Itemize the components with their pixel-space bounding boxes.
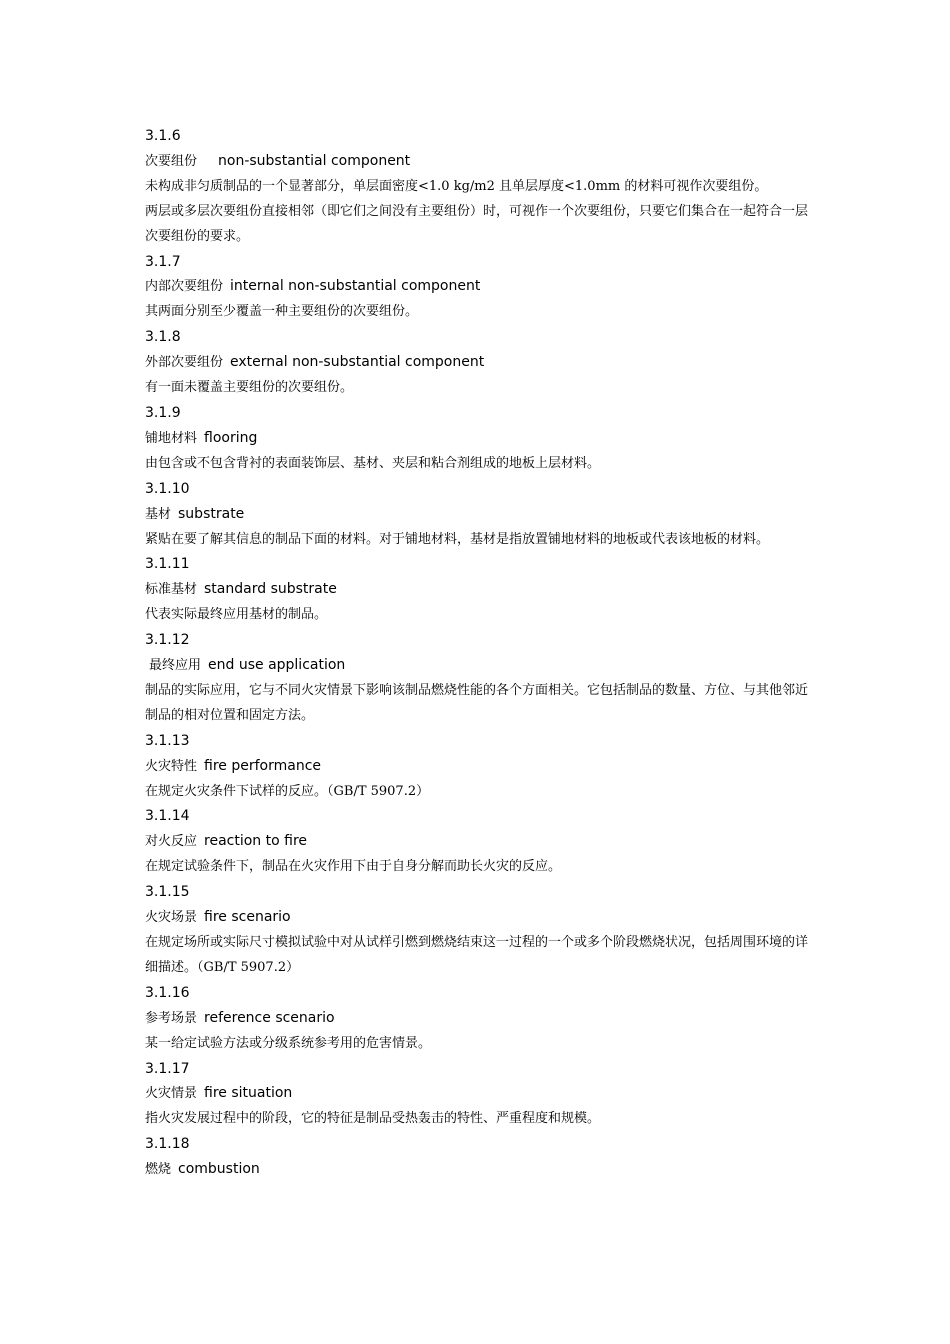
definition-text: 在规定场所或实际尺寸模拟试验中对从试样引燃到燃烧结束这一过程的一个或多个阶段燃烧状况，包括周围环境的详细描述。（GB/T 5907.2） — [145, 935, 809, 975]
term-heading — [145, 754, 810, 780]
section-number: 3.1.14 — [145, 808, 190, 825]
term-heading — [145, 426, 810, 452]
term-cn: 内部次要组份 — [145, 279, 224, 295]
definition-text: 紧贴在要了解其信息的制品下面的材料。对于铺地材料，基材是指放置铺地材料的地板或代表该地板的材料。 — [145, 531, 770, 547]
section-number: 3.1.18 — [145, 1136, 190, 1153]
definition-text: 未构成非匀质制品的一个显著部分，单层面密度<1.0 kg/m2 且单层厚度<1.0mm 的材料可视作次要组份。 — [145, 178, 768, 194]
term-cn: 参考场景 — [145, 1010, 198, 1026]
definition-text: 由包含或不包含背衬的表面装饰层、基材、夹层和粘合剂组成的地板上层材料。 — [145, 455, 601, 471]
term-cn: 标准基材 — [145, 582, 198, 598]
term-en: flooring — [204, 429, 258, 446]
term-en: substrate — [178, 505, 245, 522]
document-body — [145, 124, 810, 1183]
term-heading — [145, 577, 810, 603]
term-heading — [145, 653, 810, 679]
term-cn: 对火反应 — [145, 834, 198, 850]
term-heading — [145, 1157, 810, 1183]
section-number: 3.1.12 — [145, 632, 190, 649]
term-en: end use application — [208, 657, 346, 674]
definition-text: 制品的实际应用，它与不同火灾情景下影响该制品燃烧性能的各个方面相关。它包括制品的数量、方位、与其他邻近制品的相对位置和固定方法。 — [145, 682, 809, 723]
term-heading — [145, 829, 810, 855]
definition-text: 有一面未覆盖主要组份的次要组份。 — [145, 380, 354, 396]
term-en: reference scenario — [204, 1009, 335, 1026]
term-cn: 火灾场景 — [145, 910, 198, 926]
section-number: 3.1.10 — [145, 480, 190, 497]
term-cn: 基材 — [145, 506, 172, 522]
term-heading — [145, 1006, 810, 1032]
definition-text: 指火灾发展过程中的阶段，它的特征是制品受热轰击的特性、严重程度和规模。 — [145, 1111, 601, 1127]
definition-text: 两层或多层次要组份直接相邻（即它们之间没有主要组份）时，可视作一个次要组份，只要它们集合在一起符合一层次要组份的要求。 — [145, 203, 809, 244]
definition-text: 其两面分别至少覆盖一种主要组份的次要组份。 — [145, 304, 419, 320]
section-number: 3.1.11 — [145, 556, 190, 573]
term-cn: 火灾特性 — [145, 758, 198, 774]
term-heading — [145, 274, 810, 300]
term-heading — [145, 350, 810, 376]
term-en: fire situation — [204, 1085, 293, 1102]
section-number: 3.1.17 — [145, 1060, 190, 1077]
term-en: reaction to fire — [204, 833, 308, 850]
term-heading — [145, 149, 810, 175]
term-en: non-substantial component — [218, 152, 411, 169]
term-cn: 燃烧 — [145, 1162, 172, 1178]
definition-text: 某一给定试验方法或分级系统参考用的危害情景。 — [145, 1035, 432, 1051]
term-en: fire performance — [204, 757, 322, 774]
section-number: 3.1.9 — [145, 404, 181, 421]
section-number: 3.1.8 — [145, 329, 181, 346]
term-cn: 最终应用 — [149, 658, 202, 674]
term-en: external non-substantial component — [230, 354, 485, 371]
section-number: 3.1.6 — [145, 128, 181, 144]
term-cn: 次要组份 — [145, 153, 198, 169]
section-number: 3.1.15 — [145, 884, 190, 901]
term-heading — [145, 1081, 810, 1107]
term-en: combustion — [178, 1161, 260, 1178]
term-en: internal non-substantial component — [230, 278, 481, 295]
term-cn: 铺地材料 — [145, 430, 198, 446]
section-number: 3.1.7 — [145, 253, 181, 270]
term-en: standard substrate — [204, 581, 337, 598]
definition-text: 代表实际最终应用基材的制品。 — [145, 607, 328, 623]
term-heading — [145, 905, 810, 931]
definition-text: 在规定试验条件下，制品在火灾作用下由于自身分解而助长火灾的反应。 — [145, 859, 562, 875]
term-cn: 火灾情景 — [145, 1086, 198, 1102]
term-en: fire scenario — [204, 909, 291, 926]
term-cn: 外部次要组份 — [145, 355, 224, 371]
term-heading — [145, 502, 810, 528]
section-number: 3.1.13 — [145, 732, 190, 749]
definition-text: 在规定火灾条件下试样的反应。（GB/T 5907.2） — [145, 783, 430, 799]
section-number: 3.1.16 — [145, 984, 190, 1001]
